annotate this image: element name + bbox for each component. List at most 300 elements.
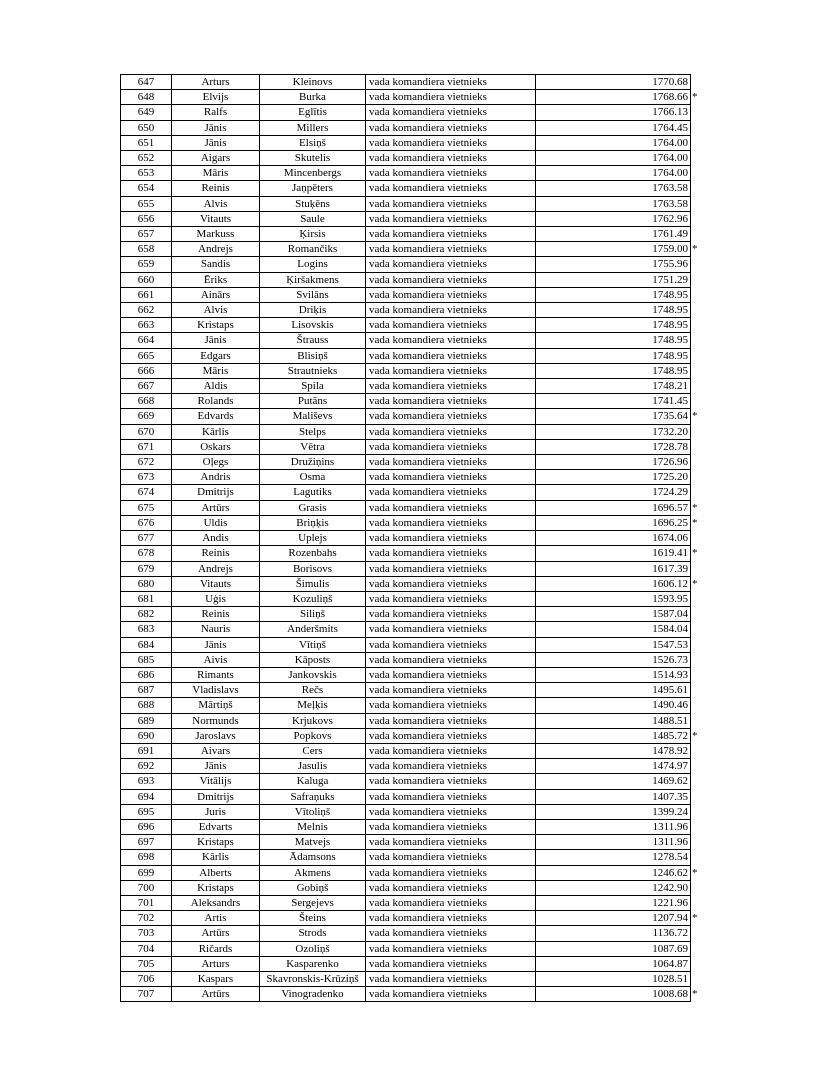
first-name-cell: Jaroslavs [172,728,260,743]
amount-cell: 1696.25 * [536,515,691,530]
table-row [121,257,691,272]
table-row [121,789,691,804]
last-name-cell: Strods [260,926,366,941]
table-row [121,683,691,698]
table-row [121,318,691,333]
row-number-cell: 650 [121,120,172,135]
position-cell: vada komandiera vietnieks [366,196,536,211]
row-number-cell: 666 [121,363,172,378]
row-number-cell: 690 [121,728,172,743]
last-name-cell: Putāns [260,394,366,409]
amount-cell: 1674.06 [536,531,691,546]
position-cell: vada komandiera vietnieks [366,576,536,591]
row-number-cell: 659 [121,257,172,272]
asterisk-mark: * [692,547,698,560]
position-cell: vada komandiera vietnieks [366,880,536,895]
position-cell: vada komandiera vietnieks [366,835,536,850]
row-number-cell: 701 [121,895,172,910]
row-number-cell: 683 [121,622,172,637]
table-row [121,151,691,166]
position-cell: vada komandiera vietnieks [366,242,536,257]
last-name-cell: Strautnieks [260,363,366,378]
first-name-cell: Artūrs [172,500,260,515]
last-name-cell: Eglītis [260,105,366,120]
amount-cell: 1064.87 [536,956,691,971]
first-name-cell: Oļegs [172,455,260,470]
last-name-cell: Svilāns [260,287,366,302]
row-number-cell: 668 [121,394,172,409]
row-number-cell: 686 [121,667,172,682]
position-cell: vada komandiera vietnieks [366,409,536,424]
last-name-cell: Šimulis [260,576,366,591]
table-row [121,227,691,242]
asterisk-mark: * [692,516,698,529]
table-row [121,622,691,637]
table-row [121,439,691,454]
amount-cell: 1766.13 [536,105,691,120]
row-number-cell: 688 [121,698,172,713]
amount-cell: 1735.64 * [536,409,691,424]
amount-cell: 1755.96 [536,257,691,272]
row-number-cell: 651 [121,135,172,150]
amount-cell: 1748.21 [536,379,691,394]
position-cell: vada komandiera vietnieks [366,287,536,302]
amount-cell: 1726.96 [536,455,691,470]
table-row [121,895,691,910]
last-name-cell: Vītiņš [260,637,366,652]
first-name-cell: Elvijs [172,90,260,105]
position-cell: vada komandiera vietnieks [366,455,536,470]
row-number-cell: 670 [121,424,172,439]
amount-cell: 1763.58 [536,181,691,196]
last-name-cell: Sergejevs [260,895,366,910]
amount-cell: 1514.93 [536,667,691,682]
row-number-cell: 682 [121,607,172,622]
amount-cell: 1764.45 [536,120,691,135]
last-name-cell: Štrauss [260,333,366,348]
first-name-cell: Vitālijs [172,774,260,789]
last-name-cell: Saule [260,211,366,226]
position-cell: vada komandiera vietnieks [366,987,536,1002]
table-row [121,531,691,546]
table-row [121,819,691,834]
last-name-cell: Uplejs [260,531,366,546]
amount-cell: 1407.35 [536,789,691,804]
row-number-cell: 669 [121,409,172,424]
table-row [121,576,691,591]
amount-cell: 1724.29 [536,485,691,500]
last-name-cell: Millers [260,120,366,135]
first-name-cell: Artūrs [172,926,260,941]
asterisk-mark: * [692,91,698,104]
last-name-cell: Lisovskis [260,318,366,333]
row-number-cell: 677 [121,531,172,546]
last-name-cell: Skavronskis-Krūziņš [260,971,366,986]
row-number-cell: 703 [121,926,172,941]
table-row [121,105,691,120]
row-number-cell: 647 [121,75,172,90]
first-name-cell: Edgars [172,348,260,363]
row-number-cell: 654 [121,181,172,196]
amount-cell: 1748.95 [536,333,691,348]
table-row [121,455,691,470]
table-row [121,956,691,971]
first-name-cell: Edvards [172,409,260,424]
asterisk-mark: * [692,866,698,879]
position-cell: vada komandiera vietnieks [366,683,536,698]
row-number-cell: 705 [121,956,172,971]
position-cell: vada komandiera vietnieks [366,379,536,394]
last-name-cell: Driķis [260,303,366,318]
asterisk-mark: * [692,912,698,925]
table-row [121,424,691,439]
first-name-cell: Andris [172,470,260,485]
first-name-cell: Ainārs [172,287,260,302]
row-number-cell: 673 [121,470,172,485]
table-row [121,926,691,941]
last-name-cell: Kaluga [260,774,366,789]
table-row [121,698,691,713]
last-name-cell: Safraņuks [260,789,366,804]
last-name-cell: Siliņš [260,607,366,622]
last-name-cell: Jaņpēters [260,181,366,196]
row-number-cell: 692 [121,759,172,774]
table-row [121,774,691,789]
position-cell: vada komandiera vietnieks [366,333,536,348]
row-number-cell: 698 [121,850,172,865]
row-number-cell: 704 [121,941,172,956]
first-name-cell: Reinis [172,546,260,561]
row-number-cell: 672 [121,455,172,470]
position-cell: vada komandiera vietnieks [366,698,536,713]
row-number-cell: 674 [121,485,172,500]
position-cell: vada komandiera vietnieks [366,956,536,971]
first-name-cell: Māris [172,363,260,378]
row-number-cell: 664 [121,333,172,348]
row-number-cell: 652 [121,151,172,166]
first-name-cell: Jānis [172,333,260,348]
table-row [121,865,691,880]
first-name-cell: Ralfs [172,105,260,120]
position-cell: vada komandiera vietnieks [366,743,536,758]
last-name-cell: Kāposts [260,652,366,667]
table-row [121,880,691,895]
position-cell: vada komandiera vietnieks [366,622,536,637]
position-cell: vada komandiera vietnieks [366,318,536,333]
asterisk-mark: * [692,501,698,514]
personnel-table [120,74,698,1002]
amount-cell: 1748.95 [536,287,691,302]
first-name-cell: Kristaps [172,880,260,895]
first-name-cell: Jānis [172,120,260,135]
row-number-cell: 679 [121,561,172,576]
row-number-cell: 684 [121,637,172,652]
first-name-cell: Aigars [172,151,260,166]
table-row [121,272,691,287]
row-number-cell: 697 [121,835,172,850]
row-number-cell: 658 [121,242,172,257]
amount-cell: 1764.00 [536,135,691,150]
first-name-cell: Edvarts [172,819,260,834]
position-cell: vada komandiera vietnieks [366,166,536,181]
position-cell: vada komandiera vietnieks [366,394,536,409]
position-cell: vada komandiera vietnieks [366,774,536,789]
row-number-cell: 694 [121,789,172,804]
last-name-cell: Kleinovs [260,75,366,90]
amount-cell: 1547.53 [536,637,691,652]
row-number-cell: 648 [121,90,172,105]
position-cell: vada komandiera vietnieks [366,971,536,986]
first-name-cell: Alberts [172,865,260,880]
last-name-cell: Ozoliņš [260,941,366,956]
last-name-cell: Krjukovs [260,713,366,728]
row-number-cell: 676 [121,515,172,530]
position-cell: vada komandiera vietnieks [366,728,536,743]
first-name-cell: Dmitrijs [172,789,260,804]
last-name-cell: Šteins [260,911,366,926]
position-cell: vada komandiera vietnieks [366,561,536,576]
first-name-cell: Kaspars [172,971,260,986]
amount-cell: 1495.61 [536,683,691,698]
first-name-cell: Aivis [172,652,260,667]
row-number-cell: 680 [121,576,172,591]
last-name-cell: Družiņins [260,455,366,470]
row-number-cell: 693 [121,774,172,789]
first-name-cell: Uģis [172,591,260,606]
table-row [121,971,691,986]
row-number-cell: 689 [121,713,172,728]
table-body [121,75,698,1002]
last-name-cell: Blisiņš [260,348,366,363]
position-cell: vada komandiera vietnieks [366,895,536,910]
last-name-cell: Ķirsis [260,227,366,242]
position-cell: vada komandiera vietnieks [366,789,536,804]
amount-cell: 1221.96 [536,895,691,910]
row-number-cell: 660 [121,272,172,287]
table-row [121,394,691,409]
table-row [121,181,691,196]
amount-cell: 1748.95 [536,348,691,363]
position-cell: vada komandiera vietnieks [366,470,536,485]
first-name-cell: Rimants [172,667,260,682]
asterisk-mark: * [692,577,698,590]
amount-cell: 1761.49 [536,227,691,242]
row-number-cell: 707 [121,987,172,1002]
last-name-cell: Stuķēns [260,196,366,211]
last-name-cell: Ķiršakmens [260,272,366,287]
amount-cell: 1311.96 [536,835,691,850]
table-row [121,546,691,561]
table-row [121,515,691,530]
first-name-cell: Artūrs [172,987,260,1002]
first-name-cell: Reinis [172,181,260,196]
amount-cell: 1751.29 [536,272,691,287]
last-name-cell: Vinogradenko [260,987,366,1002]
first-name-cell: Normunds [172,713,260,728]
row-number-cell: 696 [121,819,172,834]
first-name-cell: Aldis [172,379,260,394]
first-name-cell: Markuss [172,227,260,242]
row-number-cell: 702 [121,911,172,926]
first-name-cell: Arturs [172,75,260,90]
amount-cell: 1526.73 [536,652,691,667]
table-row [121,743,691,758]
amount-cell: 1587.04 [536,607,691,622]
table-row [121,561,691,576]
last-name-cell: Stelps [260,424,366,439]
position-cell: vada komandiera vietnieks [366,363,536,378]
position-cell: vada komandiera vietnieks [366,531,536,546]
amount-cell: 1207.94 * [536,911,691,926]
last-name-cell: Mališevs [260,409,366,424]
first-name-cell: Jānis [172,759,260,774]
first-name-cell: Kristaps [172,318,260,333]
table-row [121,287,691,302]
position-cell: vada komandiera vietnieks [366,515,536,530]
position-cell: vada komandiera vietnieks [366,303,536,318]
first-name-cell: Kārlis [172,850,260,865]
row-number-cell: 685 [121,652,172,667]
last-name-cell: Melnis [260,819,366,834]
row-number-cell: 656 [121,211,172,226]
table-row [121,667,691,682]
last-name-cell: Briņķis [260,515,366,530]
first-name-cell: Māris [172,166,260,181]
position-cell: vada komandiera vietnieks [366,424,536,439]
last-name-cell: Kozuliņš [260,591,366,606]
last-name-cell: Grasis [260,500,366,515]
table-row [121,987,691,1002]
row-number-cell: 657 [121,227,172,242]
last-name-cell: Jankovskis [260,667,366,682]
position-cell: vada komandiera vietnieks [366,759,536,774]
row-number-cell: 661 [121,287,172,302]
row-number-cell: 695 [121,804,172,819]
position-cell: vada komandiera vietnieks [366,272,536,287]
table-row [121,75,691,90]
amount-cell: 1770.68 [536,75,691,90]
last-name-cell: Borisovs [260,561,366,576]
row-number-cell: 706 [121,971,172,986]
first-name-cell: Artis [172,911,260,926]
table-row [121,196,691,211]
table-row [121,591,691,606]
first-name-cell: Aleksandrs [172,895,260,910]
table-row [121,759,691,774]
last-name-cell: Rečs [260,683,366,698]
amount-cell: 1764.00 [536,151,691,166]
amount-cell: 1741.45 [536,394,691,409]
position-cell: vada komandiera vietnieks [366,713,536,728]
asterisk-mark: * [692,988,698,1001]
position-cell: vada komandiera vietnieks [366,819,536,834]
table-row [121,242,691,257]
amount-cell: 1762.96 [536,211,691,226]
position-cell: vada komandiera vietnieks [366,257,536,272]
asterisk-mark: * [692,729,698,742]
amount-cell: 1617.39 [536,561,691,576]
amount-cell: 1087.69 [536,941,691,956]
position-cell: vada komandiera vietnieks [366,75,536,90]
position-cell: vada komandiera vietnieks [366,181,536,196]
amount-cell: 1008.68 * [536,987,691,1002]
table-row [121,470,691,485]
amount-cell: 1725.20 [536,470,691,485]
amount-cell: 1136.72 [536,926,691,941]
amount-cell: 1619.41 * [536,546,691,561]
first-name-cell: Andrejs [172,242,260,257]
table-row [121,607,691,622]
amount-cell: 1028.51 [536,971,691,986]
amount-cell: 1748.95 [536,363,691,378]
amount-cell: 1728.78 [536,439,691,454]
row-number-cell: 675 [121,500,172,515]
amount-cell: 1764.00 [536,166,691,181]
last-name-cell: Skutelis [260,151,366,166]
first-name-cell: Vladislavs [172,683,260,698]
position-cell: vada komandiera vietnieks [366,227,536,242]
position-cell: vada komandiera vietnieks [366,90,536,105]
table-row [121,652,691,667]
first-name-cell: Ēriks [172,272,260,287]
first-name-cell: Vitauts [172,211,260,226]
amount-cell: 1278.54 [536,850,691,865]
amount-cell: 1399.24 [536,804,691,819]
amount-cell: 1759.00 * [536,242,691,257]
position-cell: vada komandiera vietnieks [366,865,536,880]
position-cell: vada komandiera vietnieks [366,607,536,622]
amount-cell: 1584.04 [536,622,691,637]
amount-cell: 1732.20 [536,424,691,439]
first-name-cell: Jānis [172,135,260,150]
position-cell: vada komandiera vietnieks [366,546,536,561]
position-cell: vada komandiera vietnieks [366,120,536,135]
row-number-cell: 691 [121,743,172,758]
first-name-cell: Juris [172,804,260,819]
last-name-cell: Rozenbahs [260,546,366,561]
table-row [121,90,691,105]
table-row [121,333,691,348]
table-row [121,303,691,318]
position-cell: vada komandiera vietnieks [366,652,536,667]
row-number-cell: 699 [121,865,172,880]
amount-cell: 1768.66 * [536,90,691,105]
amount-cell: 1485.72 * [536,728,691,743]
row-number-cell: 649 [121,105,172,120]
position-cell: vada komandiera vietnieks [366,804,536,819]
amount-cell: 1474.97 [536,759,691,774]
first-name-cell: Nauris [172,622,260,637]
position-cell: vada komandiera vietnieks [366,105,536,120]
position-cell: vada komandiera vietnieks [366,941,536,956]
table-row [121,363,691,378]
amount-cell: 1478.92 [536,743,691,758]
amount-cell: 1246.62 * [536,865,691,880]
amount-cell: 1606.12 * [536,576,691,591]
last-name-cell: Anderšmits [260,622,366,637]
position-cell: vada komandiera vietnieks [366,151,536,166]
table-row [121,166,691,181]
amount-cell: 1748.95 [536,318,691,333]
position-cell: vada komandiera vietnieks [366,348,536,363]
position-cell: vada komandiera vietnieks [366,211,536,226]
last-name-cell: Burka [260,90,366,105]
position-cell: vada komandiera vietnieks [366,485,536,500]
table-row [121,348,691,363]
row-number-cell: 663 [121,318,172,333]
row-number-cell: 700 [121,880,172,895]
last-name-cell: Cers [260,743,366,758]
